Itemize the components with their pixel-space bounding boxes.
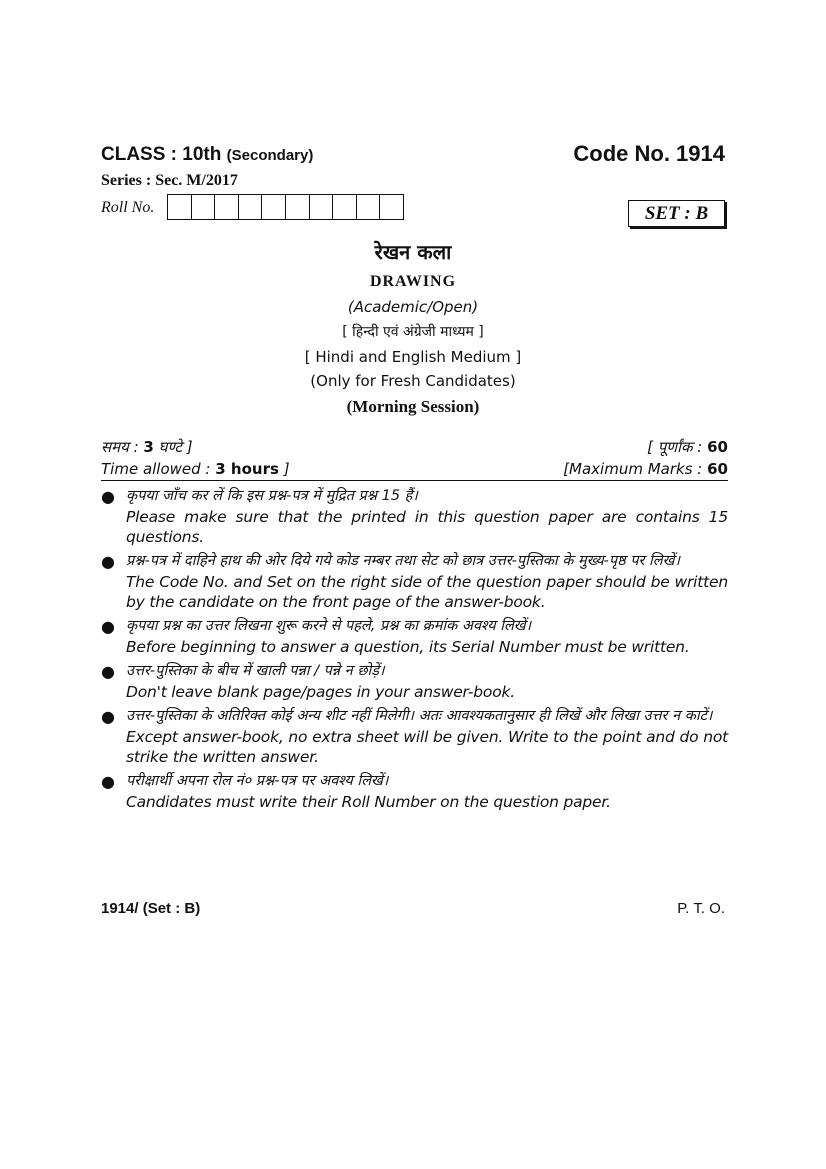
instruction-hindi: उत्तर-पुस्तिका के अतिरिक्त कोई अन्य शीट नहीं मिलेगी। अतः आवश्यकतानुसार ही लिखें और लिखा उत्तर न काटें। [126,708,713,724]
bullet-icon: ● [101,617,115,636]
academic-label: (Academic/Open) [347,298,479,316]
bullet-icon: ● [101,487,115,506]
set-badge: SET : B [628,200,725,227]
roll-box [261,194,285,220]
roll-box [191,194,215,220]
subject-title: DRAWING [369,273,457,290]
max-marks: [Maximum Marks : 60 [563,460,728,478]
fresh-candidates-label: (Only for Fresh Candidates) [310,372,516,390]
instruction-item [101,486,728,547]
instruction-hindi: प्रश्न-पत्र में दाहिने हाथ की ओर दिये गये कोड नम्बर तथा सेट को छात्र उत्तर-पुस्तिका के मुख्य-पृष्ठ पर लिखें। [126,553,680,569]
roll-box [167,194,191,220]
instruction-english: Candidates must write their Roll Number on the question paper. [126,793,611,811]
roll-box [332,194,356,220]
roll-box [238,194,262,220]
bullet-icon: ● [101,552,115,571]
session-label: (Morning Session) [346,397,480,416]
series-label: Series : Sec. M/2017 [101,172,238,189]
hindi-time-row [101,437,728,457]
hindi-medium-label: [ हिन्दी एवं अंग्रेजी माध्यम ] [342,324,484,340]
time-allowed: Time allowed : 3 hours ] [101,460,290,478]
instruction-item [101,771,728,812]
bullet-icon: ● [101,707,115,726]
bullet-icon: ● [101,662,115,681]
roll-box [356,194,380,220]
roll-number-label: Roll No. [101,199,155,216]
code-number: Code No. 1914 [573,141,725,166]
divider [101,480,728,481]
instruction-hindi: परीक्षार्थी अपना रोल नं० प्रश्न-पत्र पर अवश्य लिखें। [126,773,389,789]
instruction-item [101,661,728,702]
instruction-hindi: कृपया जाँच कर लें कि इस प्रश्न-पत्र में मुद्रित प्रश्न 15 हैं। [126,488,418,504]
instruction-english: Don't leave blank page/pages in your answer-book. [126,683,515,701]
class-sub: (Secondary) [226,147,314,164]
instructions-list [101,486,728,816]
hindi-subject-title: रेखन कला [374,240,452,264]
bullet-icon: ● [101,772,115,791]
instruction-english: Please make sure that the printed in this question paper are contains 15 questions. [126,508,728,546]
instruction-item [101,616,728,657]
instruction-item [101,706,728,767]
instruction-english: The Code No. and Set on the right side of the question paper should be written by the candidate on the front page of the answer-book. [126,573,728,611]
roll-box [214,194,238,220]
roll-number-boxes [167,194,404,220]
class-label: CLASS : 10th [101,144,222,165]
footer-code: 1914/ (Set : B) [101,900,201,917]
english-time-row [101,460,728,478]
instruction-hindi: उत्तर-पुस्तिका के बीच में खाली पन्ना / पन्ने न छोड़ें। [126,663,385,679]
class-heading [101,144,313,166]
hindi-max-marks: [ पूर्णांक : 60 [647,438,728,456]
footer-pto: P. T. O. [677,900,725,917]
instruction-english: Except answer-book, no extra sheet will be given. Write to the point and do not strike the written answer. [126,728,728,766]
english-medium-label: [ Hindi and English Medium ] [304,348,522,366]
instruction-hindi: कृपया प्रश्न का उत्तर लिखना शुरू करने से पहले, प्रश्न का क्रमांक अवश्य लिखें। [126,618,532,634]
roll-box [309,194,333,220]
instruction-english: Before beginning to answer a question, its Serial Number must be written. [126,638,690,656]
roll-box [379,194,404,220]
roll-box [285,194,309,220]
instruction-item [101,551,728,612]
hindi-time-allowed: समय : 3 घण्टे ] [101,438,193,456]
